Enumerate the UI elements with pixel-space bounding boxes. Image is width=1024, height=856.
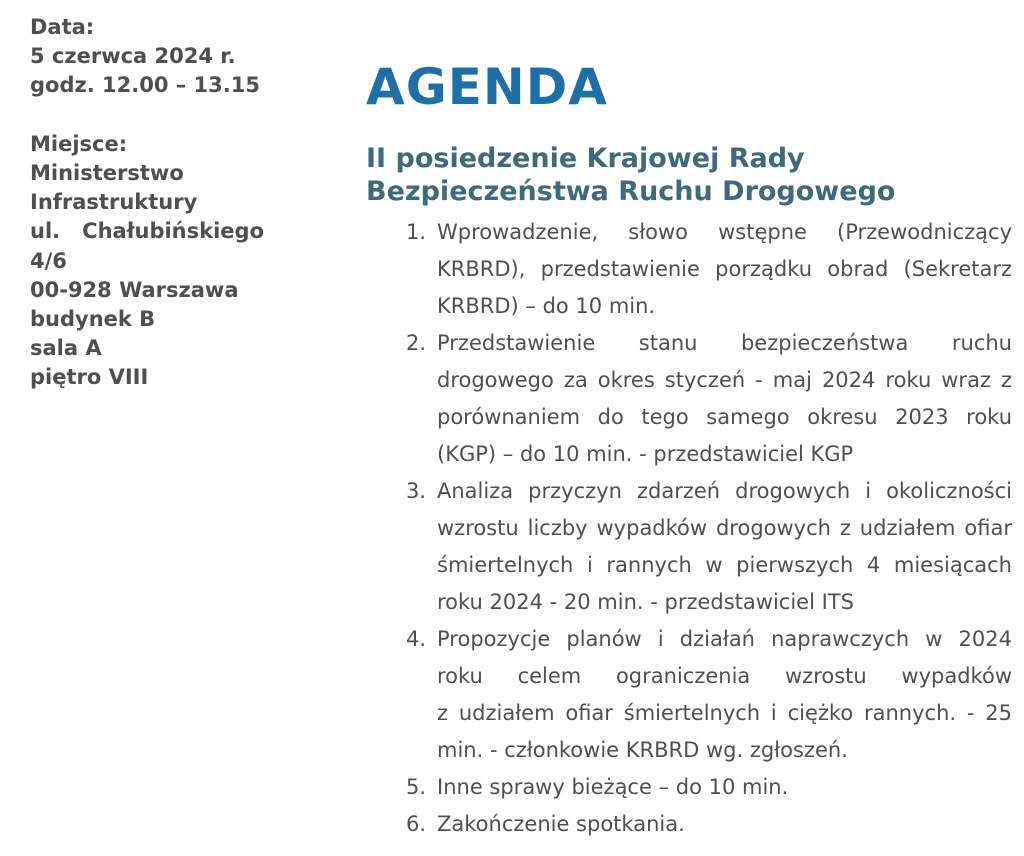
item-text: [437, 325, 1012, 473]
sidebar-spacer: [30, 101, 264, 130]
item-number: 1.: [406, 220, 427, 244]
sidebar-line: sala A: [30, 336, 102, 361]
sidebar-line: Miejsce:: [30, 131, 128, 156]
item-line: wzrostu liczby wypadków drogowych z udziałem ofiar: [437, 516, 1012, 540]
page-title: AGENDA: [366, 57, 608, 116]
meeting-subtitle-line-2: Bezpieczeństwa Ruchu Drogowego: [366, 176, 896, 208]
agenda-item-list: [406, 214, 1012, 843]
sidebar-line: 4/6: [30, 248, 67, 273]
item-line: Analiza przyczyn zdarzeń drogowych i okoliczności: [437, 479, 1012, 503]
item-number: 6.: [406, 812, 427, 836]
item-line: roku 2024 - 20 min. - przedstawiciel ITS: [437, 590, 854, 614]
item-line: Przedstawienie stanu bezpieczeństwa ruchu: [437, 331, 1012, 355]
sidebar-line: 00-928 Warszawa: [30, 277, 239, 302]
item-text: [437, 806, 1012, 843]
item-line: roku celem ograniczenia wzrostu wypadków: [437, 664, 1012, 688]
meeting-subtitle-line-1: II posiedzenie Krajowej Rady: [366, 143, 805, 175]
agenda-item: [406, 806, 1012, 843]
item-text: [437, 769, 1012, 806]
item-number: 2.: [406, 331, 427, 355]
item-line: porównaniem do tego samego okresu 2023 roku: [437, 405, 1012, 429]
meeting-info-sidebar: [30, 13, 264, 393]
item-line: Propozycje planów i działań naprawczych w 2024: [437, 627, 1012, 651]
sidebar-line: budynek B: [30, 307, 156, 332]
item-number: 3.: [406, 479, 427, 503]
agenda-item: [406, 325, 1012, 473]
agenda-item: [406, 214, 1012, 325]
item-text: [437, 473, 1012, 621]
item-line: KRBRD), przedstawienie porządku obrad (Sekretarz: [437, 257, 1012, 281]
item-text: [437, 621, 1012, 769]
item-line: KRBRD) – do 10 min.: [437, 294, 656, 318]
item-text: [437, 214, 1012, 325]
agenda-item: [406, 473, 1012, 621]
item-line: z udziałem ofiar śmiertelnych i ciężko rannych. - 25: [437, 701, 1012, 725]
item-line: Inne sprawy bieżące – do 10 min.: [437, 775, 789, 799]
item-number: 4.: [406, 627, 427, 651]
sidebar-line: Infrastruktury: [30, 190, 198, 215]
item-line: (KGP) – do 10 min. - przedstawiciel KGP: [437, 442, 854, 466]
item-line: min. - członkowie KRBRD wg. zgłoszeń.: [437, 738, 848, 762]
item-line: Wprowadzenie, słowo wstępne (Przewodniczący: [437, 220, 1012, 244]
sidebar-line: Ministerstwo: [30, 161, 184, 185]
sidebar-line: godz. 12.00 – 13.15: [30, 73, 260, 98]
item-line: drogowego za okres styczeń - maj 2024 roku wraz z: [437, 368, 1012, 392]
item-line: śmiertelnych i rannych w pierwszych 4 miesiącach: [437, 553, 1012, 577]
agenda-item: [406, 769, 1012, 806]
sidebar-line: piętro VIII: [30, 365, 149, 390]
item-number: 5.: [406, 775, 427, 799]
agenda-item: [406, 621, 1012, 769]
meeting-subtitle: [366, 142, 895, 208]
sidebar-line: Data:: [30, 15, 95, 39]
sidebar-line: 5 czerwca 2024 r.: [30, 44, 236, 69]
sidebar-line: ul. Chałubińskiego: [30, 219, 264, 244]
item-line: Zakończenie spotkania.: [437, 812, 685, 836]
